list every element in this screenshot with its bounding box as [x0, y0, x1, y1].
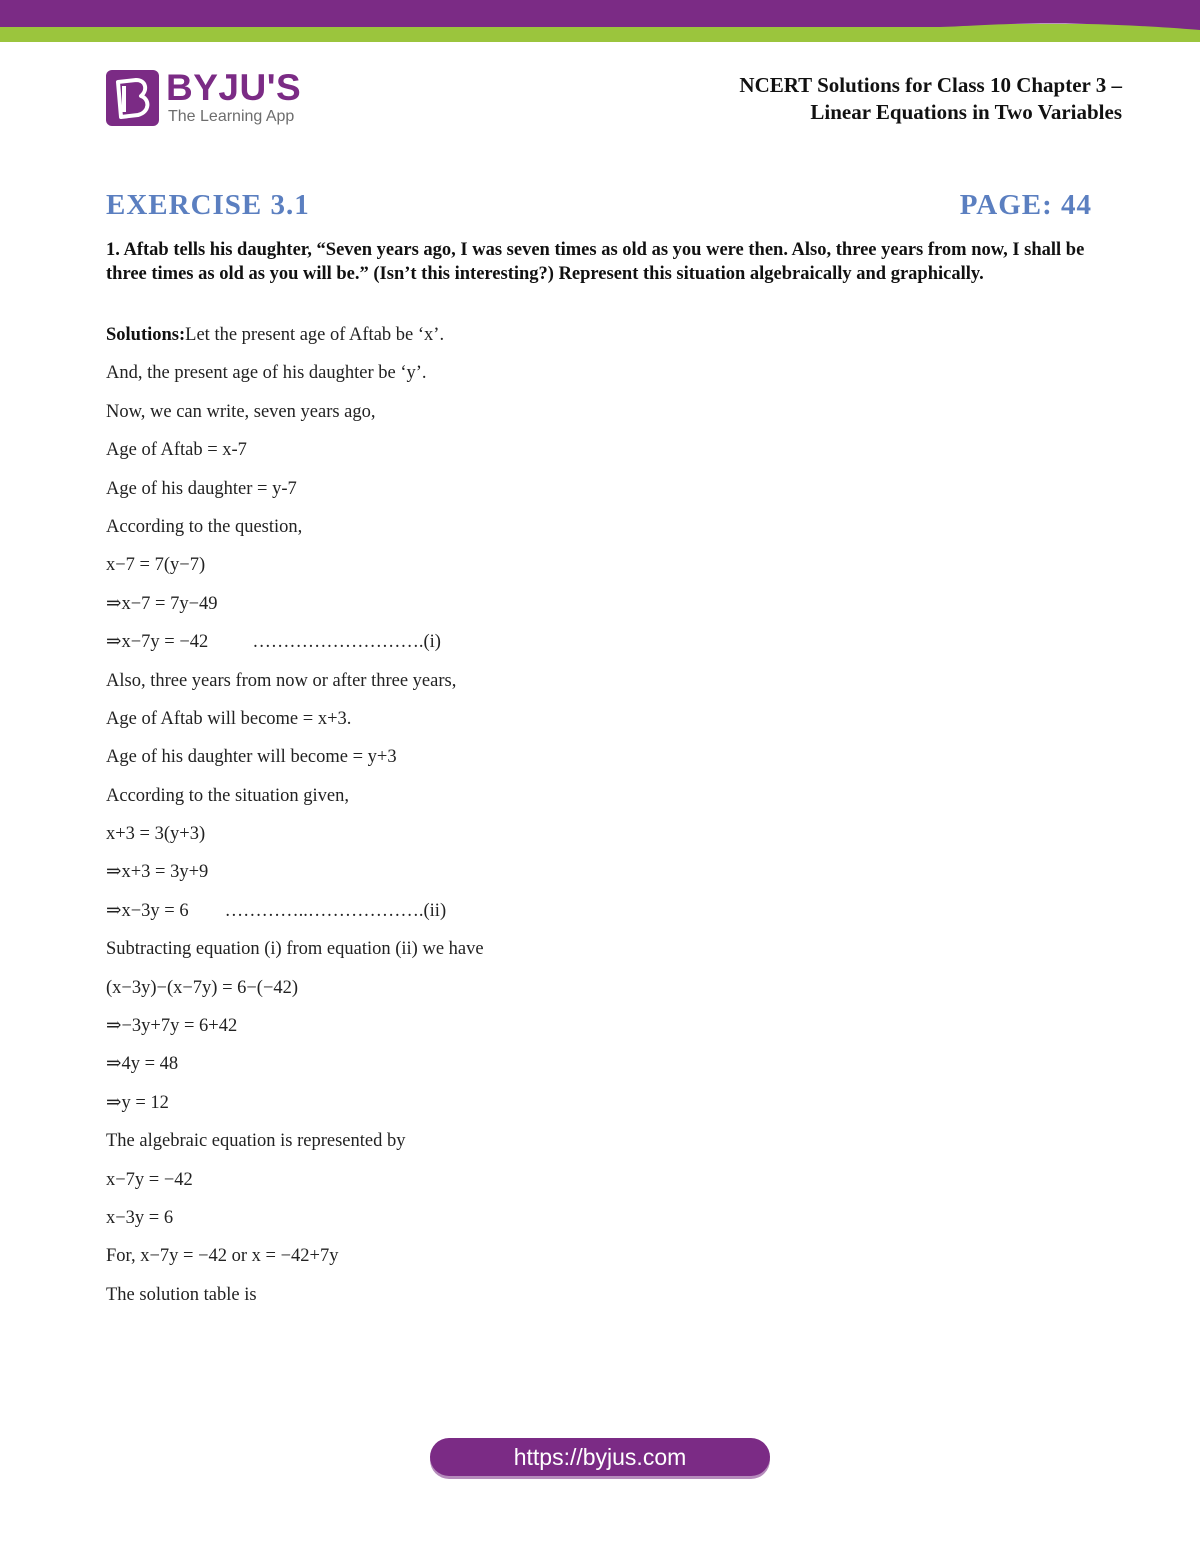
solution-line: ⇒x+3 = 3y+9 [106, 862, 209, 883]
solution-line: ⇒x−7 = 7y−49 [106, 593, 218, 614]
solution-line: ⇒y = 12 [106, 1092, 169, 1113]
equation-1-marker: ……………………….(i) [252, 632, 441, 653]
solution-line: x−7y = −42 [106, 1169, 193, 1190]
document-title-line-1: NCERT Solutions for Class 10 Chapter 3 – [739, 73, 1122, 97]
equation-2-marker: …………..……………….(ii) [224, 900, 447, 921]
solution-lines [106, 322, 1096, 1320]
solution-line-text: Let the present age of Aftab be ‘x’. [185, 325, 445, 345]
equation-1-text: ⇒x−7y = −42 [106, 632, 209, 653]
solution-lead: Solutions: [106, 325, 186, 345]
solution-line-equation-2 [106, 898, 1096, 936]
solution-line: Age of his daughter will become = y+3 [106, 747, 397, 768]
solution-line: Now, we can write, seven years ago, [106, 401, 376, 422]
document-title-line-2: Linear Equations in Two Variables [810, 100, 1122, 124]
solution-line: The solution table is [106, 1284, 257, 1305]
solution-line: Age of Aftab will become = x+3. [106, 708, 352, 729]
solution-line: For, x−7y = −42 or x = −42+7y [106, 1246, 339, 1267]
equation-2-text: ⇒x−3y = 6 [106, 900, 189, 921]
logo-b-icon [106, 70, 159, 126]
page-number-heading: PAGE: 44 [959, 189, 1092, 221]
solution-line: The algebraic equation is represented by [106, 1131, 406, 1152]
solution-line [106, 322, 1096, 360]
solution-line-equation-1 [106, 629, 1096, 667]
exercise-heading: EXERCISE 3.1 [106, 189, 310, 221]
solution-line: Subtracting equation (i) from equation (ii) we have [106, 939, 484, 960]
solution-line: x+3 = 3(y+3) [106, 824, 206, 845]
header-color-band [0, 0, 1200, 42]
solution-line: According to the situation given, [106, 785, 350, 806]
footer-url-link[interactable]: https://byjus.com [430, 1438, 770, 1476]
question-text: 1. Aftab tells his daughter, “Seven years ago, I was seven times as old as you were then. Also, three years from now, I shall be three times as old as you will be.” (Isn’t this interesting?) Represent this situation algebraically and graphically. [106, 240, 1085, 284]
solution-line: ⇒4y = 48 [106, 1054, 179, 1075]
solution-line: (x−3y)−(x−7y) = 6−(−42) [106, 977, 299, 998]
byjus-logo [106, 67, 316, 130]
solution-line: Age of Aftab = x-7 [106, 440, 247, 461]
solution-line: Age of his daughter = y-7 [106, 478, 297, 499]
solution-line: According to the question, [106, 516, 303, 537]
solution-line: And, the present age of his daughter be ‘y’. [106, 363, 427, 384]
document-title [739, 72, 1122, 126]
header-band-graphic [0, 0, 1200, 42]
solution-line: x−7 = 7(y−7) [106, 555, 206, 576]
solution-line: ⇒−3y+7y = 6+42 [106, 1016, 238, 1037]
logo-name: BYJU'S [166, 67, 302, 108]
logo-b-glyph [106, 70, 159, 126]
solution-line: Also, three years from now or after three years, [106, 670, 457, 691]
solution-line: x−3y = 6 [106, 1207, 174, 1228]
logo-tagline: The Learning App [168, 108, 295, 125]
